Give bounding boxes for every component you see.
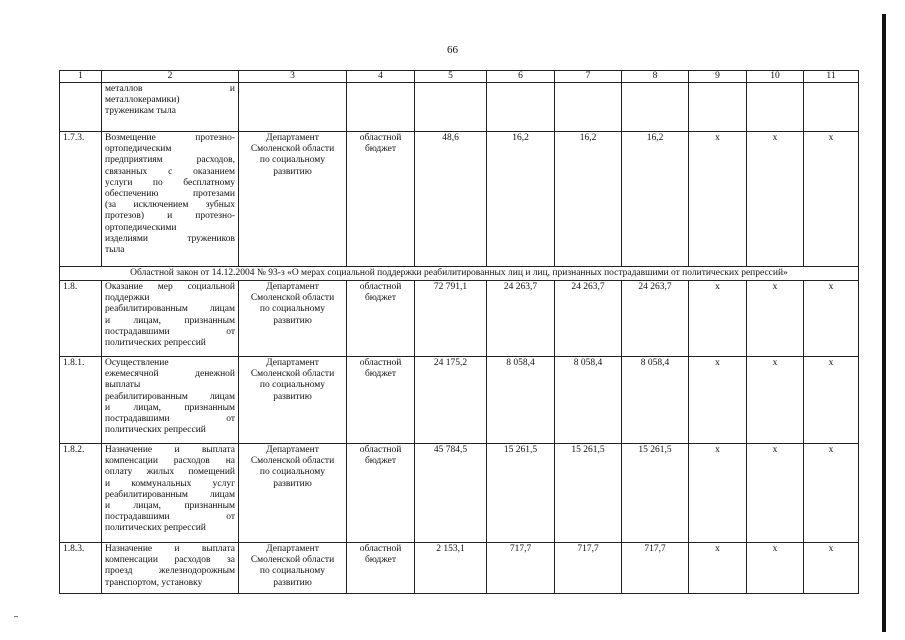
text-line: развитию bbox=[273, 391, 312, 402]
column-header-10: 10 bbox=[747, 71, 804, 83]
value-col-8: 16,2 bbox=[622, 132, 689, 267]
law-heading: Областной закон от 14.12.2004 № 93-з «О мерах социальной поддержки реабилитированных лиц и лиц, признанных пострадавшими от политических репрессий» bbox=[60, 267, 859, 281]
text-line: развитию bbox=[273, 166, 312, 177]
text-line: металлов и bbox=[105, 84, 235, 94]
value-col-5: 24 175,2 bbox=[415, 357, 487, 444]
value-col-11: х bbox=[804, 543, 859, 594]
value-col-5: 72 791,1 bbox=[415, 281, 487, 357]
empty-cell bbox=[622, 83, 689, 132]
text-line: развитию bbox=[273, 478, 312, 489]
table-row bbox=[60, 357, 859, 444]
funding-source bbox=[347, 543, 415, 594]
text-line: Смоленской области bbox=[250, 456, 335, 467]
text-line: бюджет bbox=[364, 144, 397, 155]
column-header-2: 2 bbox=[102, 71, 239, 83]
value-col-9: х bbox=[689, 281, 747, 357]
scan-mark bbox=[14, 616, 18, 617]
row-name bbox=[102, 132, 239, 267]
text-line: бюджет bbox=[364, 456, 397, 467]
text-line: областной bbox=[359, 282, 402, 292]
table-row bbox=[60, 281, 859, 357]
text-line: оплату жилых помещений bbox=[105, 467, 235, 478]
value-col-8: 24 263,7 bbox=[622, 281, 689, 357]
text-line: реабилитированным лицам bbox=[105, 391, 235, 402]
responsible-department bbox=[239, 543, 347, 594]
responsible-department bbox=[239, 444, 347, 543]
text-line: Департамент bbox=[266, 282, 319, 292]
row-name bbox=[102, 357, 239, 444]
column-header-4: 4 bbox=[347, 71, 415, 83]
text-line: Департамент bbox=[266, 133, 319, 143]
empty-cell bbox=[347, 83, 415, 132]
text-line: пострадавшими от bbox=[105, 512, 235, 523]
text-line: Смоленской области bbox=[250, 293, 335, 304]
value-col-5: 48,6 bbox=[415, 132, 487, 267]
row-number: 1.7.3. bbox=[60, 132, 102, 267]
text-line: по социальному bbox=[259, 380, 326, 391]
value-col-8: 8 058,4 bbox=[622, 357, 689, 444]
value-col-8: 15 261,5 bbox=[622, 444, 689, 543]
text-line: Назначение и выплата bbox=[105, 544, 235, 554]
table-row bbox=[60, 83, 859, 132]
table-row bbox=[60, 543, 859, 594]
text-line: политических репрессий bbox=[105, 425, 206, 436]
empty-cell bbox=[747, 83, 804, 132]
text-line: Назначение и выплата bbox=[105, 445, 235, 455]
text-line: развитию bbox=[273, 577, 312, 588]
responsible-department bbox=[239, 281, 347, 357]
value-col-8: 717,7 bbox=[622, 543, 689, 594]
text-line: и лицам, признанным bbox=[105, 315, 235, 326]
column-header-5: 5 bbox=[415, 71, 487, 83]
value-col-9: х bbox=[689, 444, 747, 543]
text-line: Смоленской области bbox=[250, 144, 335, 155]
text-line: Оказание мер социальной bbox=[105, 282, 235, 292]
text-line: бюджет bbox=[364, 555, 397, 566]
row-name bbox=[102, 83, 239, 132]
empty-cell bbox=[804, 83, 859, 132]
section-heading-row bbox=[60, 267, 859, 281]
text-line: предприятиям расходов, bbox=[105, 155, 235, 166]
empty-cell bbox=[689, 83, 747, 132]
text-line: Возмещение протезно- bbox=[105, 133, 235, 143]
value-col-10: х bbox=[747, 132, 804, 267]
page-number: 66 bbox=[447, 44, 458, 56]
responsible-department bbox=[239, 132, 347, 267]
text-line: ортопедическими bbox=[105, 222, 177, 233]
text-line: и лицам, признанным bbox=[105, 501, 235, 512]
text-line: изделиями тружеников bbox=[105, 233, 235, 244]
text-line: связанных с оказанием bbox=[105, 166, 235, 177]
column-header-row bbox=[60, 71, 859, 83]
value-col-10: х bbox=[747, 357, 804, 444]
text-line: по социальному bbox=[259, 155, 326, 166]
text-line: Департамент bbox=[266, 544, 319, 554]
text-line: поддержки bbox=[105, 293, 150, 304]
text-line: Департамент bbox=[266, 358, 319, 368]
text-line: по социальному bbox=[259, 467, 326, 478]
text-line: областной bbox=[359, 544, 402, 554]
value-col-11: х bbox=[804, 281, 859, 357]
value-col-7: 8 058,4 bbox=[555, 357, 622, 444]
empty-cell bbox=[415, 83, 487, 132]
text-line: обеспечению протезами bbox=[105, 189, 235, 200]
value-col-9: х bbox=[689, 132, 747, 267]
value-col-7: 16,2 bbox=[555, 132, 622, 267]
value-col-9: х bbox=[689, 543, 747, 594]
value-col-6: 717,7 bbox=[487, 543, 555, 594]
value-col-11: х bbox=[804, 132, 859, 267]
funding-source bbox=[347, 281, 415, 357]
column-header-7: 7 bbox=[555, 71, 622, 83]
value-col-11: х bbox=[804, 357, 859, 444]
row-name bbox=[102, 444, 239, 543]
text-line: проезд железнодорожным bbox=[105, 566, 235, 577]
text-line: областной bbox=[359, 445, 402, 455]
text-line: ежемесячной денежной bbox=[105, 369, 235, 380]
funding-source bbox=[347, 132, 415, 267]
empty-cell bbox=[487, 83, 555, 132]
value-col-6: 16,2 bbox=[487, 132, 555, 267]
text-line: выплаты bbox=[105, 380, 141, 391]
text-line: бюджет bbox=[364, 293, 397, 304]
text-line: и коммунальных услуг bbox=[105, 478, 235, 489]
column-header-3: 3 bbox=[239, 71, 347, 83]
row-number: 1.8.1. bbox=[60, 357, 102, 444]
text-line: по социальному bbox=[259, 304, 326, 315]
text-line: тыла bbox=[105, 245, 125, 256]
text-line: по социальному bbox=[259, 566, 326, 577]
table-row bbox=[60, 132, 859, 267]
empty-cell bbox=[239, 83, 347, 132]
text-line: компенсации расходов на bbox=[105, 456, 235, 467]
funding-source bbox=[347, 444, 415, 543]
text-line: труженикам тыла bbox=[105, 106, 176, 117]
text-line: пострадавшими от bbox=[105, 326, 235, 337]
row-number: 1.8. bbox=[60, 281, 102, 357]
text-line: пострадавшими от bbox=[105, 414, 235, 425]
value-col-6: 8 058,4 bbox=[487, 357, 555, 444]
funding-source bbox=[347, 357, 415, 444]
table-row bbox=[60, 444, 859, 543]
column-header-1: 1 bbox=[60, 71, 102, 83]
value-col-6: 15 261,5 bbox=[487, 444, 555, 543]
text-line: (за исключением зубных bbox=[105, 200, 235, 211]
value-col-10: х bbox=[747, 543, 804, 594]
text-line: протезов) и протезно- bbox=[105, 211, 235, 222]
value-col-10: х bbox=[747, 281, 804, 357]
empty-cell bbox=[555, 83, 622, 132]
text-line: реабилитированным лицам bbox=[105, 489, 235, 500]
text-line: политических репрессий bbox=[105, 523, 206, 534]
column-header-9: 9 bbox=[689, 71, 747, 83]
column-header-8: 8 bbox=[622, 71, 689, 83]
text-line: Смоленской области bbox=[250, 555, 335, 566]
value-col-11: х bbox=[804, 444, 859, 543]
text-line: реабилитированным лицам bbox=[105, 304, 235, 315]
text-line: компенсации расходов за bbox=[105, 555, 235, 566]
value-col-5: 45 784,5 bbox=[415, 444, 487, 543]
text-line: ортопедическим bbox=[105, 144, 172, 155]
responsible-department bbox=[239, 357, 347, 444]
value-col-10: х bbox=[747, 444, 804, 543]
text-line: металлокерамики) bbox=[105, 95, 180, 106]
text-line: развитию bbox=[273, 315, 312, 326]
scan-edge-bar bbox=[882, 14, 886, 632]
row-name bbox=[102, 281, 239, 357]
row-name bbox=[102, 543, 239, 594]
text-line: и лицам, признанным bbox=[105, 402, 235, 413]
value-col-7: 15 261,5 bbox=[555, 444, 622, 543]
row-number: 1.8.3. bbox=[60, 543, 102, 594]
row-number: 1.8.2. bbox=[60, 444, 102, 543]
text-line: Департамент bbox=[266, 445, 319, 455]
value-col-5: 2 153,1 bbox=[415, 543, 487, 594]
column-header-11: 11 bbox=[804, 71, 859, 83]
budget-table bbox=[59, 70, 859, 594]
text-line: областной bbox=[359, 358, 402, 368]
text-line: Смоленской области bbox=[250, 369, 335, 380]
text-line: бюджет bbox=[364, 369, 397, 380]
text-line: политических репрессий bbox=[105, 338, 206, 349]
column-header-6: 6 bbox=[487, 71, 555, 83]
text-line: областной bbox=[359, 133, 402, 143]
value-col-9: х bbox=[689, 357, 747, 444]
row-number bbox=[60, 83, 102, 132]
text-line: услуги по бесплатному bbox=[105, 177, 235, 188]
text-line: Осуществление bbox=[105, 358, 169, 368]
value-col-7: 717,7 bbox=[555, 543, 622, 594]
value-col-6: 24 263,7 bbox=[487, 281, 555, 357]
value-col-7: 24 263,7 bbox=[555, 281, 622, 357]
text-line: транспортом, установку bbox=[105, 577, 203, 588]
